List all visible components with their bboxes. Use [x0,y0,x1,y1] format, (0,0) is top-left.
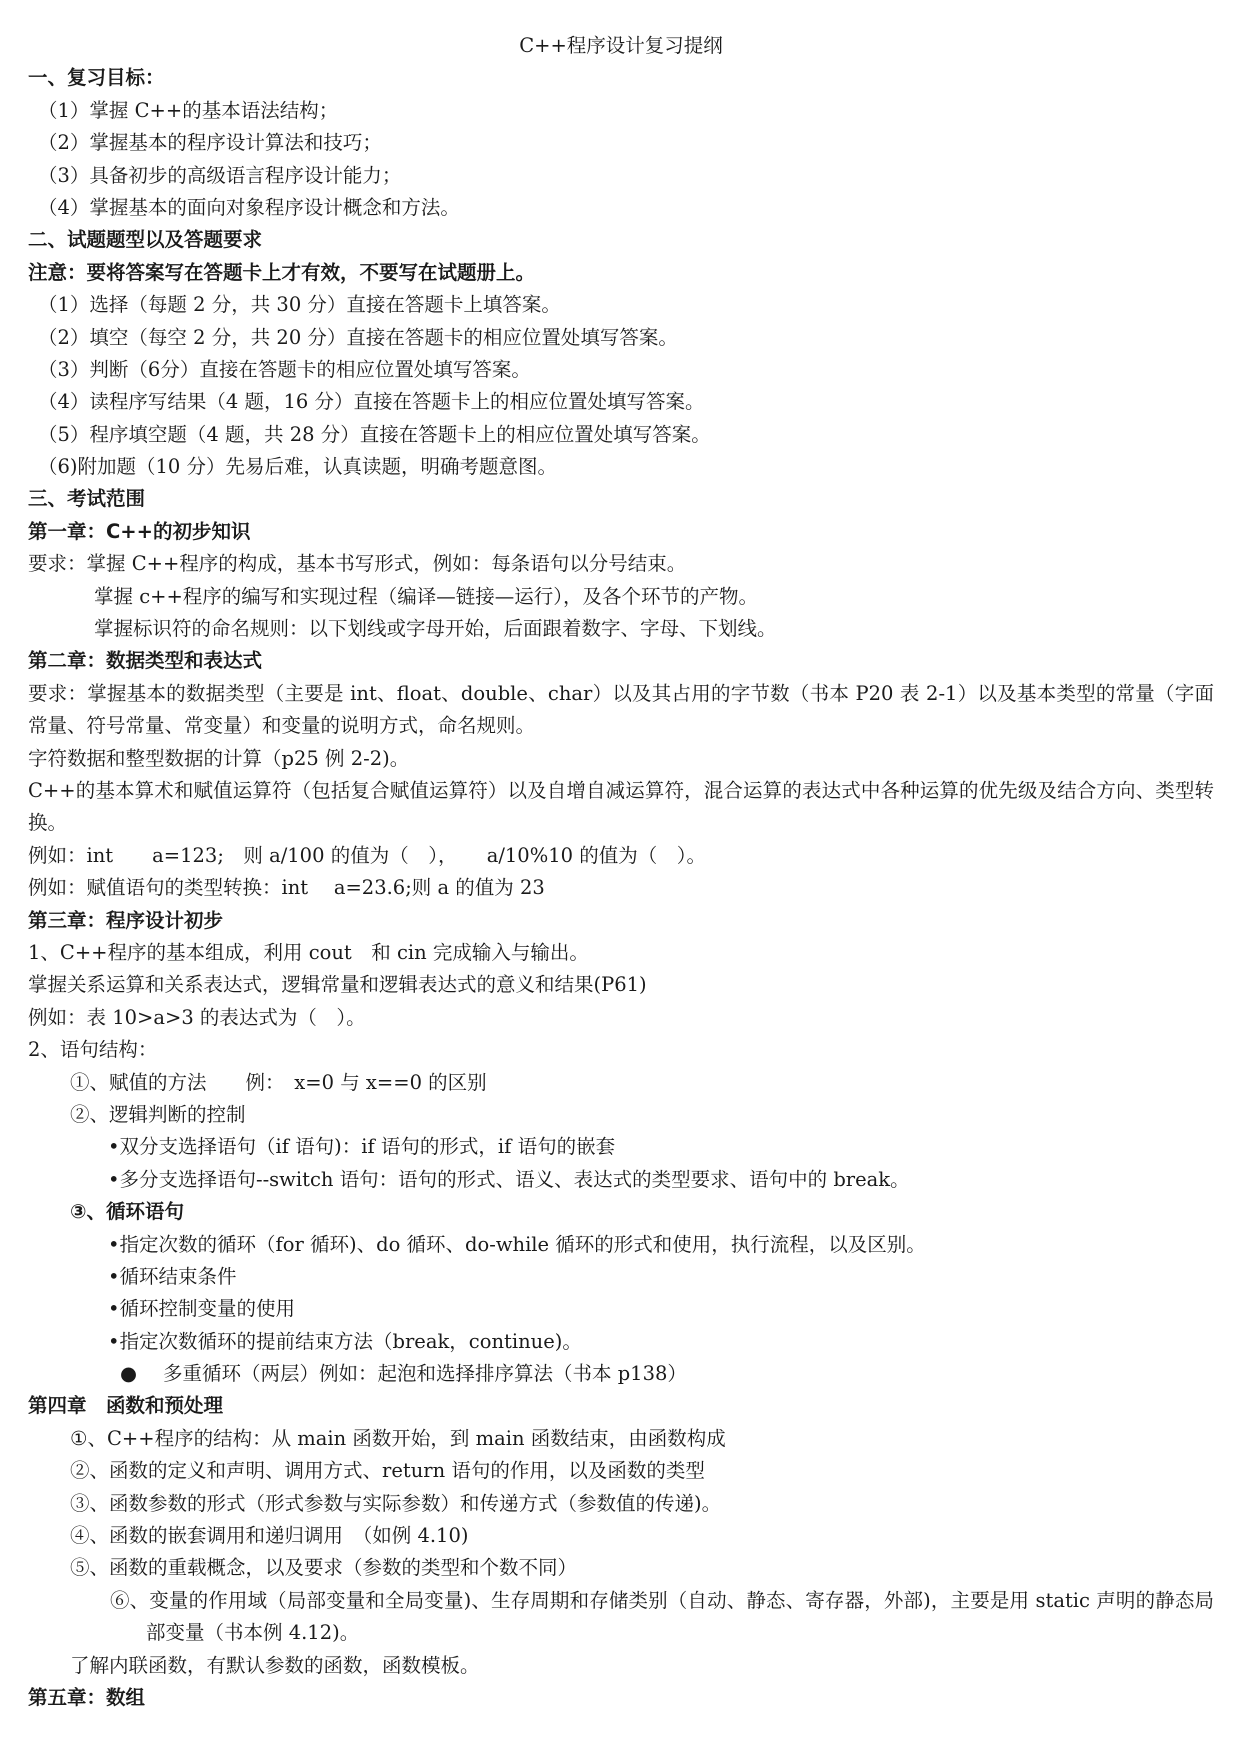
outline-line: ⑤、函数的重载概念，以及要求（参数的类型和个数不同） [70,1556,578,1580]
section-heading: 第五章：数组 [28,1686,146,1710]
outline-line: •循环控制变量的使用 [108,1297,296,1321]
bullet-text: 多重循环（两层）例如：起泡和选择排序算法（书本 p138） [163,1362,687,1386]
outline-line: •多分支选择语句--switch 语句：语句的形式、语义、表达式的类型要求、语句中的 break。 [108,1167,910,1191]
section-heading: ③、循环语句 [70,1200,185,1224]
outline-line: 掌握 c++程序的编写和实现过程（编译—链接—运行），及各个环节的产物。 [94,584,759,608]
outline-line: （4）掌握基本的面向对象程序设计概念和方法。 [38,195,460,219]
section-heading: 第三章：程序设计初步 [28,908,224,932]
outline-line: 掌握标识符的命名规则：以下划线或字母开始，后面跟着数字、字母、下划线。 [94,617,777,641]
outline-line: ⑥、变量的作用域（局部变量和全局变量)、生存周期和存储类别（自动、静态、寄存器，外部)，主要是用 static 声明的静态局部变量（书本例 4.12)。 [110,1588,1214,1645]
outline-line: C++的基本算术和赋值运算符（包括复合赋值运算符）以及自增自减运算符，混合运算的表达式中各种运算的优先级及结合方向、类型转换。 [28,779,1214,835]
section-heading: 第一章：C++的初步知识 [28,519,251,543]
outline-line: （4）读程序写结果（4 题，16 分）直接在答题卡上的相应位置处填写答案。 [38,390,705,414]
outline-line: 例如：赋值语句的类型转换：int a=23.6;则 a 的值为 23 [28,876,545,900]
outline-line: 1、C++程序的基本组成，利用 cout 和 cin 完成输入与输出。 [28,941,589,964]
outline-line: ③、函数参数的形式（形式参数与实际参数）和传递方式（参数值的传递)。 [70,1491,722,1515]
outline-line [28,1358,1214,1390]
outline-line: 要求：掌握基本的数据类型（主要是 int、float、double、char）以及其占用的字节数（书本 P20 表 2-1）以及基本类型的常量（字面常量、符号常量、常变量）和变量的说明方式，命名规则。 [28,681,1214,738]
document-title: C++程序设计复习提纲 [519,34,723,57]
section-heading: 第二章：数据类型和表达式 [28,649,263,673]
outline-line: （6)附加题（10 分）先易后难，认真读题，明确考题意图。 [38,455,558,479]
outline-line: 2、语句结构： [28,1038,158,1062]
outline-line: （2）填空（每空 2 分，共 20 分）直接在答题卡的相应位置处填写答案。 [38,325,678,349]
outline-line: ①、C++程序的结构：从 main 函数开始，到 main 函数结束，由函数构成 [70,1426,726,1450]
outline-line: •双分支选择语句（if 语句)：if 语句的形式，if 语句的嵌套 [108,1135,616,1159]
outline-line: ①、赋值的方法 例： x=0 与 x==0 的区别 [70,1070,487,1094]
outline-line: ④、函数的嵌套调用和递归调用 （如例 4.10) [70,1524,469,1548]
section-heading: 二、试题题型以及答题要求 [28,228,263,252]
outline-line: 了解内联函数，有默认参数的函数，函数模板。 [70,1653,480,1677]
outline-line: 要求：掌握 C++程序的构成，基本书写形式，例如：每条语句以分号结束。 [28,552,687,576]
outline-line: 掌握关系运算和关系表达式，逻辑常量和逻辑表达式的意义和结果(P61) [28,973,647,997]
document-page [28,30,1214,1714]
outline-line: （2）掌握基本的程序设计算法和技巧； [38,131,382,155]
outline-line: •指定次数循环的提前结束方法（break，continue)。 [108,1329,582,1353]
section-heading: 三、考试范围 [28,487,146,511]
outline-line: （1）掌握 C++的基本语法结构； [38,98,339,122]
outline-line: •循环结束条件 [108,1264,237,1288]
bullet-icon: ● [120,1362,138,1386]
outline-line: （5）程序填空题（4 题，共 28 分）直接在答题卡上的相应位置处填写答案。 [38,422,711,446]
outline-line: （1）选择（每题 2 分，共 30 分）直接在答题卡上填答案。 [38,293,561,317]
outline-line: 例如：int a=123; 则 a/100 的值为（ ）， a/10%10 的值为（ ）。 [28,843,706,867]
outline-line: （3）具备初步的高级语言程序设计能力； [38,163,402,187]
outline-line: ②、逻辑判断的控制 [70,1102,246,1126]
outline-line: •指定次数的循环（for 循环)、do 循环、do-while 循环的形式和使用，执行流程，以及区别。 [108,1232,926,1256]
outline-line: （3）判断（6分）直接在答题卡的相应位置处填写答案。 [38,357,531,381]
section-heading: 第四章 函数和预处理 [28,1394,224,1418]
section-heading: 注意：要将答案写在答题卡上才有效，不要写在试题册上。 [28,260,536,284]
outline-body [28,62,1214,1714]
outline-line: 字符数据和整型数据的计算（p25 例 2-2)。 [28,746,410,770]
section-heading: 一、复习目标： [28,66,165,90]
outline-line: 例如：表 10>a>3 的表达式为（ ）。 [28,1005,366,1029]
outline-line: ②、函数的定义和声明、调用方式、return 语句的作用，以及函数的类型 [70,1459,705,1483]
